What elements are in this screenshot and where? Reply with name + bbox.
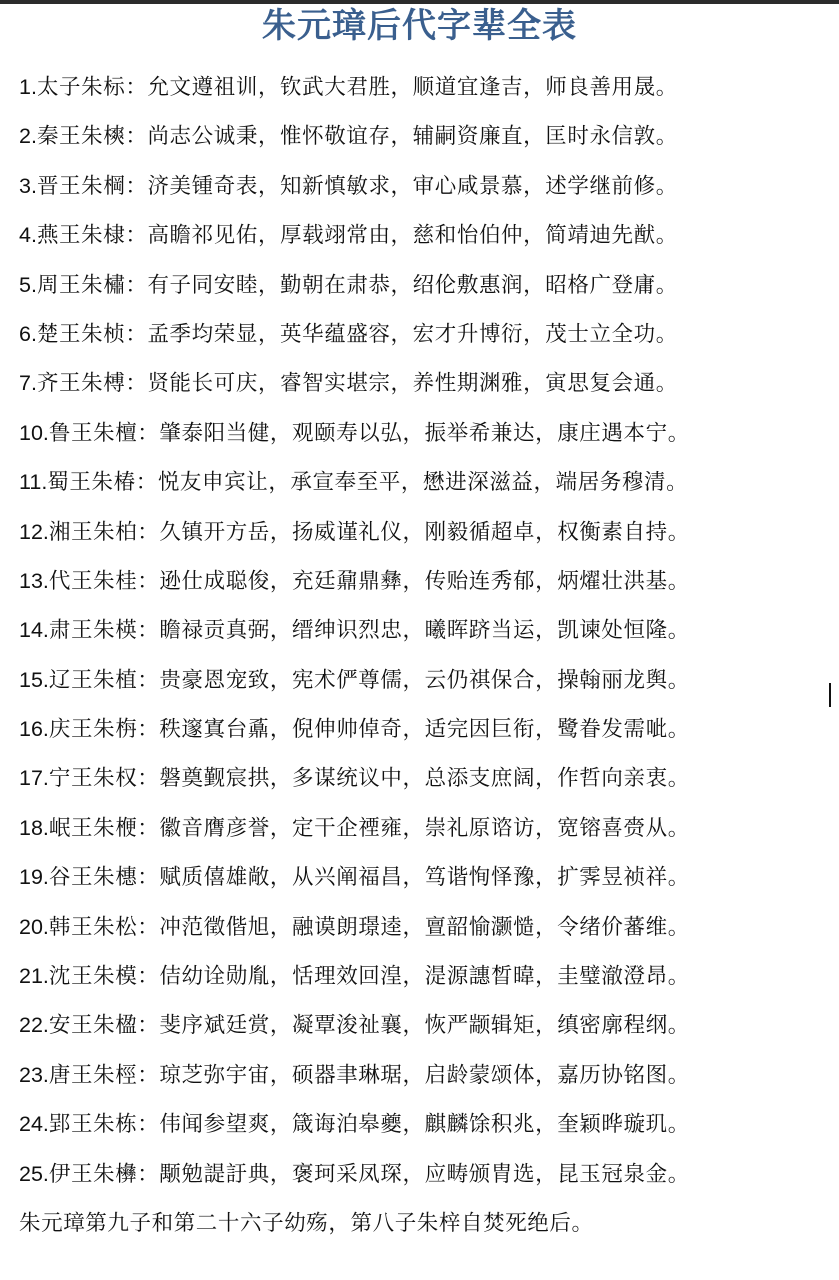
list-item [19,952,834,1001]
generation-poem: 济美锺奇表，知新慎敏求，审心咸景慕，述学继前修。 [147,173,678,199]
generation-poem: 贤能长可庆，睿智实堪宗，养性期渊雅，寅思复会通。 [147,371,678,397]
prince-name: 太子朱标： [36,75,148,100]
generation-poem: 冲范徵偕旭，融谟朗璟逵，亶韶愉灏慥，令绪价蕃维。 [159,914,690,940]
prince-name: 岷王朱楩： [48,815,160,841]
list-item [19,310,834,359]
generation-poem: 逊仕成聪俊，充廷鼐鼎彝，传贻连秀郁，炳燿壮洪基。 [159,568,690,594]
prince-name: 唐王朱桱： [48,1062,160,1088]
text-cursor [829,683,831,707]
entry-number: 10. [19,420,49,445]
generation-poem: 久镇开方岳，扬威谨礼仪，刚毅循超卓，权衡素自持。 [159,519,690,545]
list-item [19,261,834,310]
list-item [19,162,834,211]
list-item [19,359,834,408]
list-item [19,63,834,112]
entry-number: 25. [19,1161,49,1186]
prince-name: 沈王朱模： [48,964,160,990]
document-title: 朱元璋后代字辈全表 [262,6,577,46]
entry-number: 6. [19,321,37,346]
list-item [19,754,834,803]
entry-number: 12. [19,519,49,544]
entry-number: 17. [19,766,49,791]
generation-poem: 瞻禄贡真弼，缙绅识烈忠，曦晖跻当运，凯谏处恒隆。 [159,618,690,644]
entry-number: 18. [19,815,49,840]
list-item [19,211,834,260]
generation-poem: 允文遵祖训，钦武大君胜，顺道宜逢吉，师良善用晟。 [147,75,678,100]
list-item [19,557,834,606]
list-item [19,903,834,952]
list-item [19,1051,834,1100]
generation-poem: 琼芝弥宇宙，硕器聿琳琚，启龄蒙颂体，嘉历协铭图。 [159,1062,690,1088]
generation-poem: 徽音膺彦誉，定干企禋雍，崇礼原谘访，宽镕喜赍从。 [159,815,690,841]
list-item [19,1100,834,1149]
entry-number: 7. [19,371,37,396]
prince-name: 庆王朱栴： [48,717,160,743]
list-item [19,705,834,754]
prince-name: 谷王朱橞： [48,865,160,891]
entry-number: 15. [19,667,49,692]
entry-number: 23. [19,1062,49,1087]
entry-number: 2. [19,124,37,149]
entry-number: 11. [19,470,48,495]
generation-poem: 颙勉諟訏典，褒珂采凤琛，应畴颁胄选，昆玉冠泉金。 [159,1161,690,1187]
prince-name: 楚王朱桢： [36,321,148,347]
entry-number: 14. [19,618,49,643]
list-item [19,656,834,705]
list-item [19,853,834,902]
list-item [19,112,834,161]
list-item [19,458,834,507]
prince-name: 鲁王朱檀： [48,420,160,446]
generation-list [19,63,834,1248]
generation-poem: 有子同安睦，勤朝在肃恭，绍伦敷惠润，昭格广登庸。 [147,272,678,298]
entry-number: 16. [19,717,49,742]
footnote: 朱元璋第九子和第二十六子幼殇，第八子朱梓自焚死绝后。 [19,1210,594,1236]
entry-number: 1. [19,75,37,99]
generation-poem: 磐奠觐宸拱，多谋统议中，总添支庶阔，作哲向亲衷。 [159,766,690,792]
generation-poem: 斐序斌廷赏，凝覃浚祉襄，恢严颛辑矩，缜密廓程纲。 [159,1013,690,1039]
list-item [19,1150,834,1199]
list-item [19,508,834,557]
generation-poem: 佶幼诠勋胤，恬理效回湟，湜源譓晳暐，圭璧澈澄昂。 [159,964,690,990]
entry-number: 5. [19,272,37,297]
generation-poem: 尚志公诚秉，惟怀敬谊存，辅嗣资廉直，匡时永信敦。 [147,124,678,150]
prince-name: 宁王朱权： [48,766,160,792]
entry-number: 20. [19,914,49,939]
prince-name: 郢王朱栋： [48,1112,160,1138]
entry-number: 24. [19,1112,49,1137]
list-item [19,409,834,458]
entry-number: 4. [19,223,37,248]
entry-number: 21. [19,964,49,989]
generation-poem: 孟季均荣显，英华蕴盛容，宏才升博衍，茂士立全功。 [147,321,678,347]
list-item [19,606,834,655]
prince-name: 周王朱橚： [36,272,148,298]
prince-name: 伊王朱㰘： [48,1161,160,1187]
prince-name: 肃王朱楧： [48,618,160,644]
prince-name: 齐王朱榑： [36,371,148,397]
entry-number: 22. [19,1013,49,1038]
generation-poem: 贵豪恩宠致，宪术俨尊儒，云仍祺保合，操翰丽龙舆。 [159,667,690,693]
prince-name: 秦王朱樉： [36,124,148,150]
entry-number: 19. [19,865,49,890]
prince-name: 辽王朱植： [48,667,160,693]
prince-name: 湘王朱柏： [48,519,160,545]
generation-poem: 肇泰阳当健，观颐寿以弘，振举希兼达，康庄遇本宁。 [159,420,690,446]
generation-poem: 悦友申宾让，承宣奉至平，懋进深滋益，端居务穆清。 [157,470,689,496]
generation-poem: 高瞻祁见佑，厚载翊常由，慈和怡伯仲，简靖迪先猷。 [147,223,678,249]
prince-name: 安王朱楹： [48,1013,160,1039]
prince-name: 晋王朱棡： [36,173,148,199]
prince-name: 燕王朱棣： [36,223,148,249]
prince-name: 蜀王朱椿： [47,470,158,496]
list-item [19,804,834,853]
prince-name: 韩王朱松： [48,914,160,940]
generation-poem: 伟闻参望爽，箴诲泊皋夔，麒麟馀积兆，奎颖晔璇玑。 [159,1112,690,1138]
generation-poem: 秩邃寘台鼒，倪伸帅倬奇，适完因巨衔，鹭眷发需呲。 [159,717,690,743]
entry-number: 3. [19,173,37,198]
prince-name: 代王朱桂： [48,568,160,594]
generation-poem: 赋质僖雄敞，从兴阐福昌，笃谐恂怿豫，扩霁昱祯祥。 [159,865,690,891]
entry-number: 13. [19,568,49,593]
list-item [19,1001,834,1050]
